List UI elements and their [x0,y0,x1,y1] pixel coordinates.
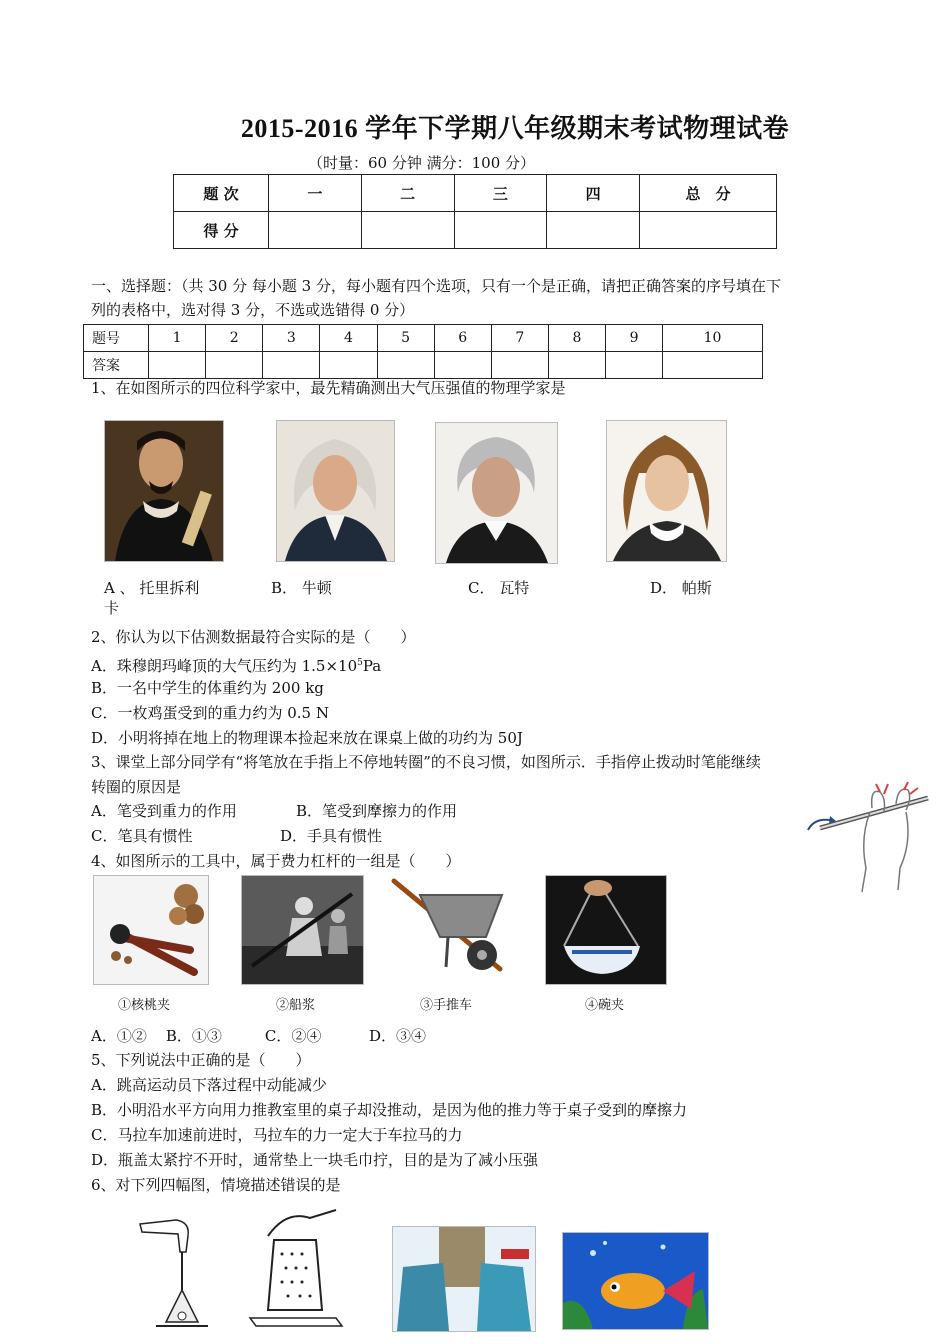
q1-option-d: D． 帕斯 [650,579,712,597]
nutcracker-image [93,875,209,985]
answer-cell[interactable] [663,352,763,379]
exam-info: （时量：60 分钟 满分：100 分） [308,154,536,172]
answer-cell[interactable] [377,352,434,379]
q3-option-c: C．笔具有惯性 [91,827,193,845]
answer-cell[interactable] [149,352,206,379]
q2-stem: 2、你认为以下估测数据最符合实际的是（ ） [91,628,416,646]
score-header-cell: 题 次 [174,175,269,212]
q2-option-a [91,653,381,676]
q2-option-a-text: A．珠穆朗玛峰顶的大气压约为 1.5×10 [91,657,358,675]
question-number: 2 [206,325,263,352]
q2-option-d: D．小明将掉在地上的物理课本捡起来放在课桌上做的功约为 50J [91,729,523,747]
grater-press-figure [246,1206,346,1332]
q2-option-b: B．一名中学生的体重约为 200 kg [91,679,324,697]
pen-spinning-figure [800,778,940,896]
carrying-bags-photo [392,1226,536,1332]
hair-dryer-funnel-figure [136,1212,216,1332]
question-number: 3 [263,325,320,352]
answer-table-label: 答案 [84,352,149,379]
q4-caption-2: ②船浆 [276,998,316,1013]
score-table [173,174,777,249]
answer-cell[interactable] [434,352,491,379]
bowl-clamp-image [545,875,667,985]
q2-option-a-exponent: 5 [357,658,363,668]
q3-stem-line2: 转圈的原因是 [91,778,182,796]
q1-option-b: B． 牛顿 [271,579,332,597]
answer-cell[interactable] [206,352,263,379]
rowing-image [241,875,364,985]
q4-stem: 4、如图所示的工具中，属于费力杠杆的一组是（ ） [91,852,461,870]
q4-options: A．①② B．①③ C．②④ D．③④ [91,1027,427,1045]
answer-table-label: 题号 [84,325,149,352]
q4-caption-3: ③手推车 [420,998,473,1013]
q3-option-a: A．笔受到重力的作用 [91,802,237,820]
score-cell[interactable] [454,212,547,249]
q4-caption-1: ①核桃夹 [118,998,171,1013]
portrait-torricelli [104,420,224,562]
q5-option-a: A．跳高运动员下落过程中动能减少 [91,1076,327,1094]
q2-option-a-unit: Pa [362,657,382,675]
question-number: 8 [548,325,605,352]
question-number: 9 [606,325,663,352]
q6-stem: 6、对下列四幅图，情境描述错误的是 [91,1176,341,1194]
q1-option-a-wrap: 卡 [104,599,120,617]
question-number: 6 [434,325,491,352]
q5-option-d: D．瓶盖太紧拧不开时，通常垫上一块毛巾拧，目的是为了减小压强 [91,1151,539,1169]
q5-stem: 5、下列说法中正确的是（ ） [91,1051,311,1069]
score-header-cell: 二 [361,175,454,212]
score-header-cell: 总 分 [640,175,777,212]
fish-tank-image [562,1232,709,1330]
score-cell[interactable] [361,212,454,249]
question-number: 4 [320,325,377,352]
q3-stem-line1: 3、课堂上部分同学有“将笔放在手指上不停地转圈”的不良习惯，如图所示．手指停止拨动时笔能继续 [91,753,761,771]
q5-option-b: B．小明沿水平方向用力推教室里的桌子却没推动，是因为他的推力等于桌子受到的摩擦力 [91,1101,688,1119]
question-number: 1 [149,325,206,352]
answer-cell[interactable] [606,352,663,379]
answer-cell[interactable] [491,352,548,379]
score-header-cell: 四 [547,175,640,212]
score-header-cell: 三 [454,175,547,212]
answer-cell[interactable] [548,352,605,379]
q1-stem: 1、在如图所示的四位科学家中，最先精确测出大气压强值的物理学家是 [91,379,566,397]
section-intro-line2: 列的表格中，选对得 3 分，不选或选错得 0 分） [91,301,415,319]
portrait-pascal [606,420,727,562]
score-cell[interactable] [640,212,777,249]
question-number: 5 [377,325,434,352]
q1-option-c: C． 瓦特 [468,579,530,597]
q2-option-c: C．一枚鸡蛋受到的重力约为 0.5 N [91,704,329,722]
q1-option-a: A 、 托里拆利 [104,579,200,597]
q4-caption-4: ④碗夹 [585,998,625,1013]
portrait-watt [435,422,558,564]
score-cell[interactable] [547,212,640,249]
section-intro-line1: 一、选择题：（共 30 分 每小题 3 分，每小题有四个选项，只有一个是正确，请把正确答案的序号填在下 [91,277,781,295]
q5-option-c: C．马拉车加速前进时，马拉车的力一定大于车拉马的力 [91,1126,463,1144]
wheelbarrow-image [390,875,513,983]
question-number: 10 [663,325,763,352]
portrait-newton [276,420,395,562]
answer-table [83,324,763,379]
answer-cell[interactable] [320,352,377,379]
page-title: 2015-2016 学年下学期八年级期末考试物理试卷 [240,114,790,143]
question-number: 7 [491,325,548,352]
q3-option-d: D．手具有惯性 [280,827,383,845]
score-cell[interactable] [269,212,362,249]
q3-option-b: B．笔受到摩擦力的作用 [296,802,458,820]
answer-cell[interactable] [263,352,320,379]
score-row-label: 得 分 [174,212,269,249]
score-header-cell: 一 [269,175,362,212]
